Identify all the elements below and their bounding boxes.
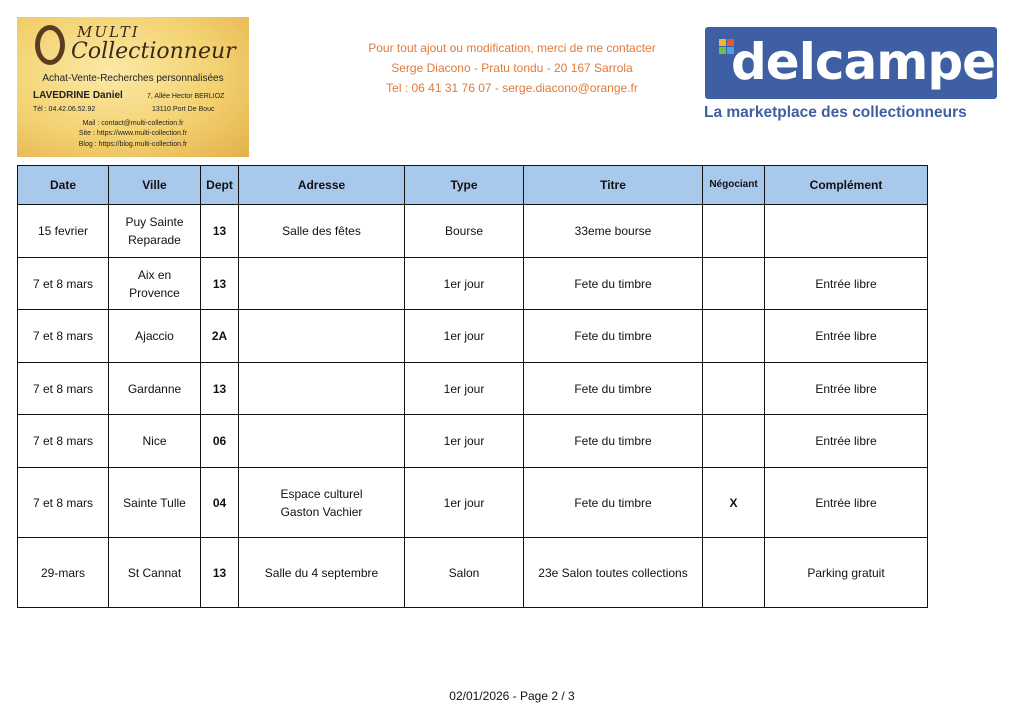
table-row [18,258,928,310]
cell-ville [109,363,201,415]
cell-dept: 13 [201,538,239,608]
cell-ville-line: Sainte Tulle [123,495,186,510]
table-row [18,468,928,538]
cell-dept: 06 [201,415,239,468]
cell-complement: Entrée libre [765,310,928,363]
multi-collectionneur-logo [17,17,249,157]
cell-complement: Entrée libre [765,468,928,538]
cell-adresse [239,468,405,538]
cell-ville-line: Puy Sainte [125,215,184,229]
cell-titre: Fete du timbre [524,310,703,363]
cell-ville-line: Aix en Provence [129,267,180,300]
cell-adresse [239,205,405,258]
cell-ville-line: Ajaccio [135,329,174,343]
logo-site: Site : https://www.multi-collection.fr [78,130,188,137]
cell-ville [109,258,201,310]
cell-adresse-line: Salle du 4 septembre [264,565,379,580]
delcampe-logo [705,27,997,99]
table-row [18,363,928,415]
cell-date: 15 fevrier [18,205,109,258]
contact-line-1: Pour tout ajout ou modification, merci de me contacter [368,41,656,55]
table-row [18,310,928,363]
cell-titre: Fete du timbre [524,415,703,468]
logo-tagline: Achat-Vente-Recherches personnalisées [42,73,224,84]
cell-complement: Entrée libre [765,258,928,310]
cell-dept: 13 [201,363,239,415]
events-table [17,165,928,608]
logo-collectionneur-text: Collectionneur [71,39,236,64]
header-dept: Dept [201,166,239,205]
cell-negociant [703,258,765,310]
cell-date: 7 et 8 mars [18,310,109,363]
cell-ville-line: St Cannat [127,565,182,580]
logo-owner-name: LAVEDRINE Daniel [33,90,123,101]
logo-multi-text: MULTI [77,23,140,41]
header-adresse: Adresse [239,166,405,205]
cell-date: 7 et 8 mars [18,363,109,415]
cell-type: 1er jour [405,468,524,538]
cell-type: 1er jour [405,258,524,310]
cell-type: Bourse [405,205,524,258]
cell-adresse [239,363,405,415]
header-ville: Ville [109,166,201,205]
cell-ville [109,310,201,363]
contact-line-3: Tel : 06 41 31 76 07 - serge.diacono@orange.fr [386,81,638,95]
page-footer: 02/01/2026 - Page 2 / 3 [449,689,575,703]
table-row [18,538,928,608]
cell-type: 1er jour [405,415,524,468]
cell-date: 7 et 8 mars [18,415,109,468]
cell-complement: Entrée libre [765,415,928,468]
cell-ville [109,538,201,608]
logo-o-mark [35,25,65,65]
cell-titre: 23e Salon toutes collections [524,538,703,608]
logo-mail: Mail : contact@multi-collection.fr [82,120,184,127]
cell-negociant [703,415,765,468]
cell-type: 1er jour [405,310,524,363]
cell-ville-line: Reparade [128,233,181,247]
header-titre: Titre [524,166,703,205]
cell-adresse-line: Gaston Vachier [280,504,363,519]
events-table-body [18,205,928,608]
contact-block [340,38,684,98]
cell-negociant [703,205,765,258]
header-type: Type [405,166,524,205]
cell-type: 1er jour [405,363,524,415]
cell-type: Salon [405,538,524,608]
logo-street: 7, Allée Hector BERLIOZ [147,93,225,100]
cell-adresse [239,258,405,310]
table-row [18,205,928,258]
cell-adresse [239,415,405,468]
cell-dept: 2A [201,310,239,363]
logo-blog: Blog : https://blog.multi-collection.fr [78,141,188,148]
cell-negociant: X [703,468,765,538]
cell-dept: 13 [201,205,239,258]
cell-titre: Fete du timbre [524,363,703,415]
cell-adresse [239,310,405,363]
contact-line-2: Serge Diacono - Pratu tondu - 20 167 Sarrola [391,61,633,75]
cell-adresse-line: Espace culturel [280,486,363,501]
cell-titre: Fete du timbre [524,468,703,538]
cell-ville [109,205,201,258]
cell-date: 7 et 8 mars [18,468,109,538]
logo-city: 13110 Port De Bouc [152,106,215,113]
header-date: Date [18,166,109,205]
cell-negociant [703,310,765,363]
cell-date: 29-mars [18,538,109,608]
cell-adresse [239,538,405,608]
cell-dept: 04 [201,468,239,538]
cell-complement: Parking gratuit [765,538,928,608]
cell-complement: Entrée libre [765,363,928,415]
header-complement: Complément [765,166,928,205]
cell-complement [765,205,928,258]
cell-dept: 13 [201,258,239,310]
cell-date: 7 et 8 mars [18,258,109,310]
delcampe-wordmark: delcampe [731,33,996,91]
cell-titre: Fete du timbre [524,258,703,310]
cell-ville-line: Nice [142,434,167,448]
cell-negociant [703,538,765,608]
cell-ville-line: Gardanne [127,381,182,396]
cell-titre: 33eme bourse [524,205,703,258]
table-row [18,415,928,468]
cell-negociant [703,363,765,415]
cell-adresse-line: Salle des fêtes [282,224,361,238]
cell-ville [109,415,201,468]
header-negociant: Négociant [703,166,765,205]
table-header-row [18,166,928,205]
delcampe-tagline: La marketplace des collectionneurs [704,104,967,121]
cell-ville [109,468,201,538]
logo-phone: Tél : 04.42.06.52.92 [33,106,96,113]
